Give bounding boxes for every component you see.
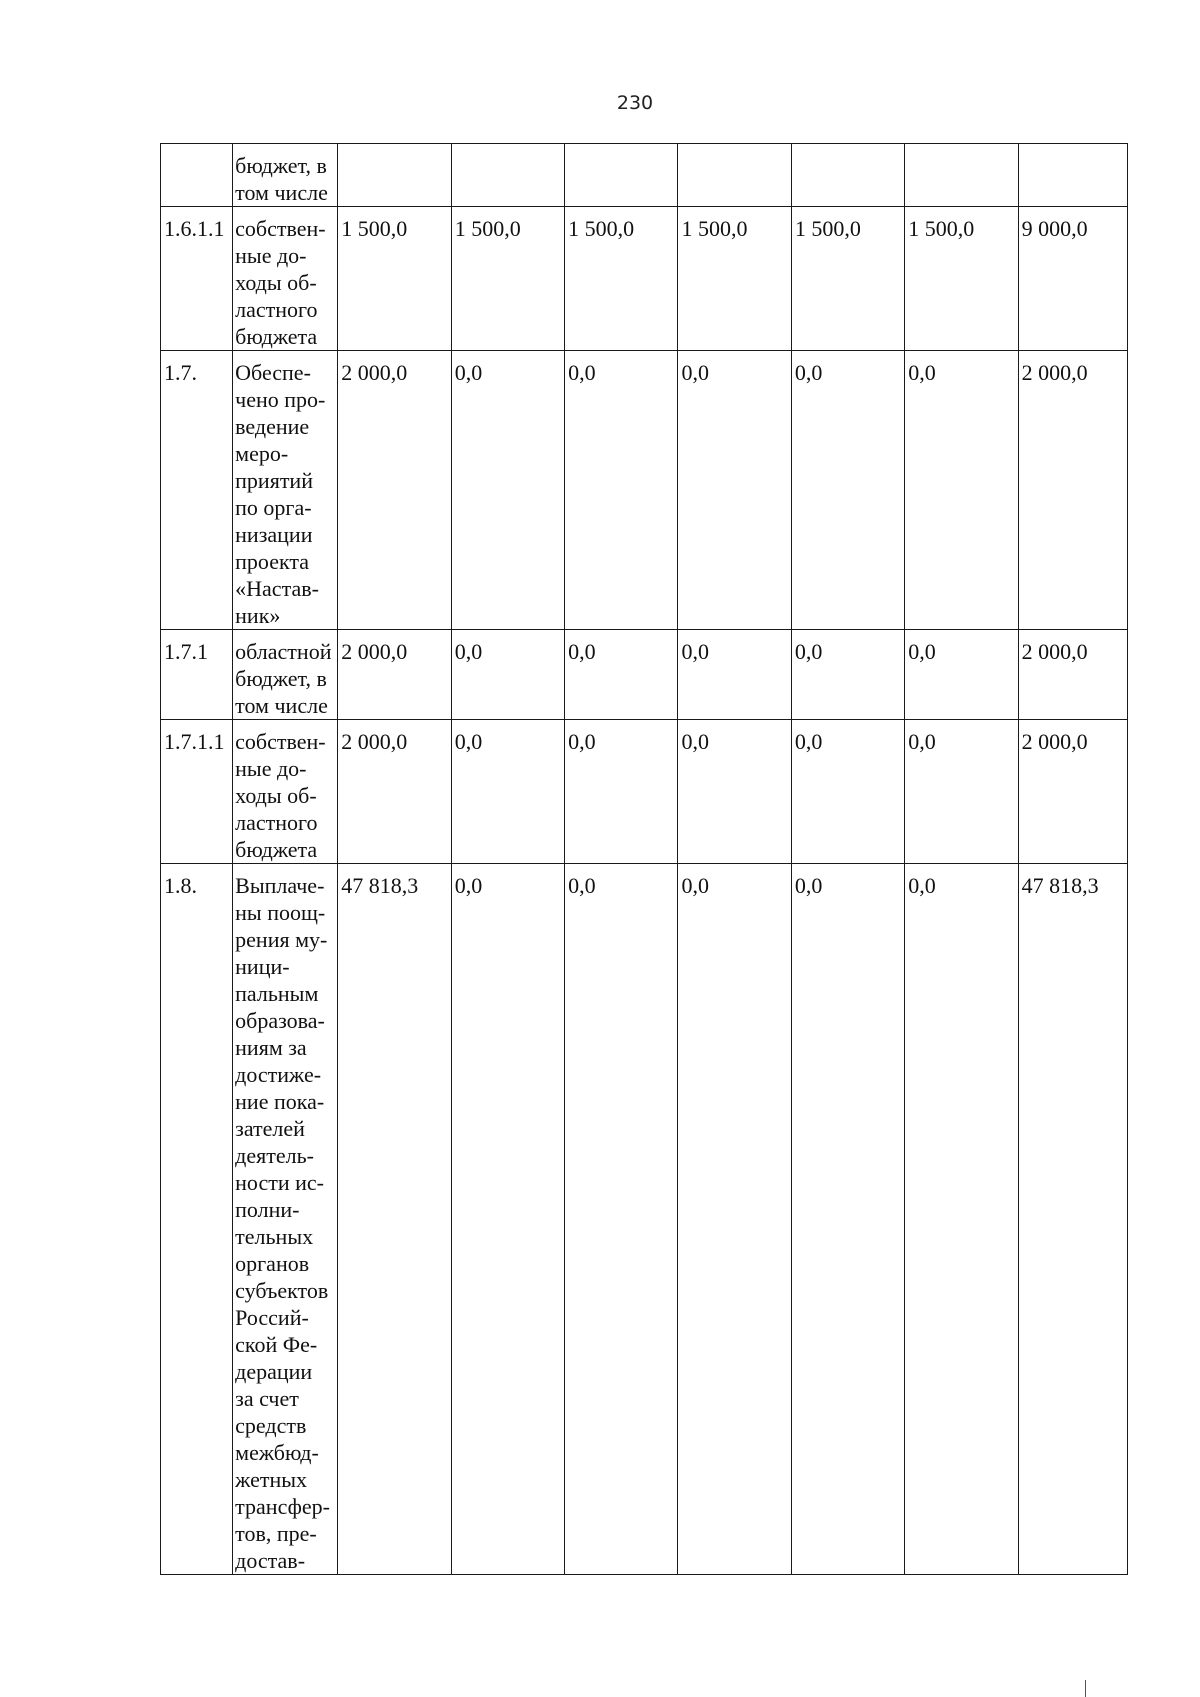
row-year-value-cell: 0,0	[565, 864, 678, 1575]
row-total-cell: 2 000,0	[1018, 720, 1127, 864]
row-year-value-cell: 1 500,0	[451, 207, 564, 351]
row-description-cell: областной бюджет, в том числе	[233, 630, 338, 720]
row-year-value-cell: 0,0	[791, 864, 904, 1575]
row-year-value-cell: 2 000,0	[338, 351, 451, 630]
page-edge-mark	[1085, 1680, 1086, 1697]
row-year-value-cell	[338, 144, 451, 207]
row-total-cell: 2 000,0	[1018, 351, 1127, 630]
row-description-cell: бюджет, в том числе	[233, 144, 338, 207]
row-description-cell: собствен- ные до- ходы об- ластного бюджета	[233, 207, 338, 351]
row-year-value-cell: 2 000,0	[338, 630, 451, 720]
row-year-value-cell	[905, 144, 1018, 207]
row-year-value-cell: 0,0	[451, 630, 564, 720]
row-year-value-cell	[678, 144, 791, 207]
row-year-value-cell	[451, 144, 564, 207]
row-year-value-cell: 0,0	[678, 351, 791, 630]
row-year-value-cell: 0,0	[678, 630, 791, 720]
row-year-value-cell: 0,0	[565, 720, 678, 864]
row-code-cell: 1.7.	[161, 351, 233, 630]
row-year-value-cell: 2 000,0	[338, 720, 451, 864]
table-row	[161, 207, 1128, 351]
row-year-value-cell: 0,0	[565, 630, 678, 720]
row-description-cell: Выплаче- ны поощ- рения му- ници- пальным образова- ниям за достиже- ние пока- зателей деятель- ности ис- полни- тельных органов субъектов Россий- ской Фе- дерации за счет средств межбюд- жетных трансфер- тов, пре- достав-	[233, 864, 338, 1575]
page-number: 230	[616, 92, 654, 114]
row-description-cell: Обеспе- чено про- ведение меро- приятий по орга- низации проекта «Настав- ник»	[233, 351, 338, 630]
row-year-value-cell: 0,0	[451, 720, 564, 864]
row-year-value-cell: 0,0	[678, 864, 791, 1575]
row-year-value-cell: 0,0	[905, 630, 1018, 720]
row-year-value-cell: 0,0	[791, 630, 904, 720]
row-year-value-cell: 1 500,0	[678, 207, 791, 351]
row-year-value-cell: 0,0	[451, 351, 564, 630]
row-year-value-cell: 0,0	[905, 720, 1018, 864]
row-year-value-cell: 0,0	[905, 864, 1018, 1575]
row-code-cell	[161, 144, 233, 207]
row-description-cell: собствен- ные до- ходы об- ластного бюджета	[233, 720, 338, 864]
row-year-value-cell: 1 500,0	[338, 207, 451, 351]
row-total-cell: 47 818,3	[1018, 864, 1127, 1575]
row-year-value-cell: 0,0	[565, 351, 678, 630]
row-code-cell: 1.6.1.1	[161, 207, 233, 351]
table-row	[161, 144, 1128, 207]
table-row	[161, 351, 1128, 630]
row-code-cell: 1.7.1	[161, 630, 233, 720]
row-total-cell	[1018, 144, 1127, 207]
row-year-value-cell: 1 500,0	[791, 207, 904, 351]
row-code-cell: 1.8.	[161, 864, 233, 1575]
table-row	[161, 720, 1128, 864]
table-row	[161, 630, 1128, 720]
row-year-value-cell: 1 500,0	[905, 207, 1018, 351]
row-year-value-cell: 1 500,0	[565, 207, 678, 351]
row-year-value-cell: 0,0	[791, 720, 904, 864]
table-row	[161, 864, 1128, 1575]
row-year-value-cell: 0,0	[678, 720, 791, 864]
row-total-cell: 2 000,0	[1018, 630, 1127, 720]
row-year-value-cell: 0,0	[791, 351, 904, 630]
row-year-value-cell	[791, 144, 904, 207]
row-year-value-cell: 0,0	[451, 864, 564, 1575]
row-year-value-cell: 47 818,3	[338, 864, 451, 1575]
row-code-cell: 1.7.1.1	[161, 720, 233, 864]
row-year-value-cell: 0,0	[905, 351, 1018, 630]
row-total-cell: 9 000,0	[1018, 207, 1127, 351]
budget-table	[160, 143, 1128, 1575]
row-year-value-cell	[565, 144, 678, 207]
